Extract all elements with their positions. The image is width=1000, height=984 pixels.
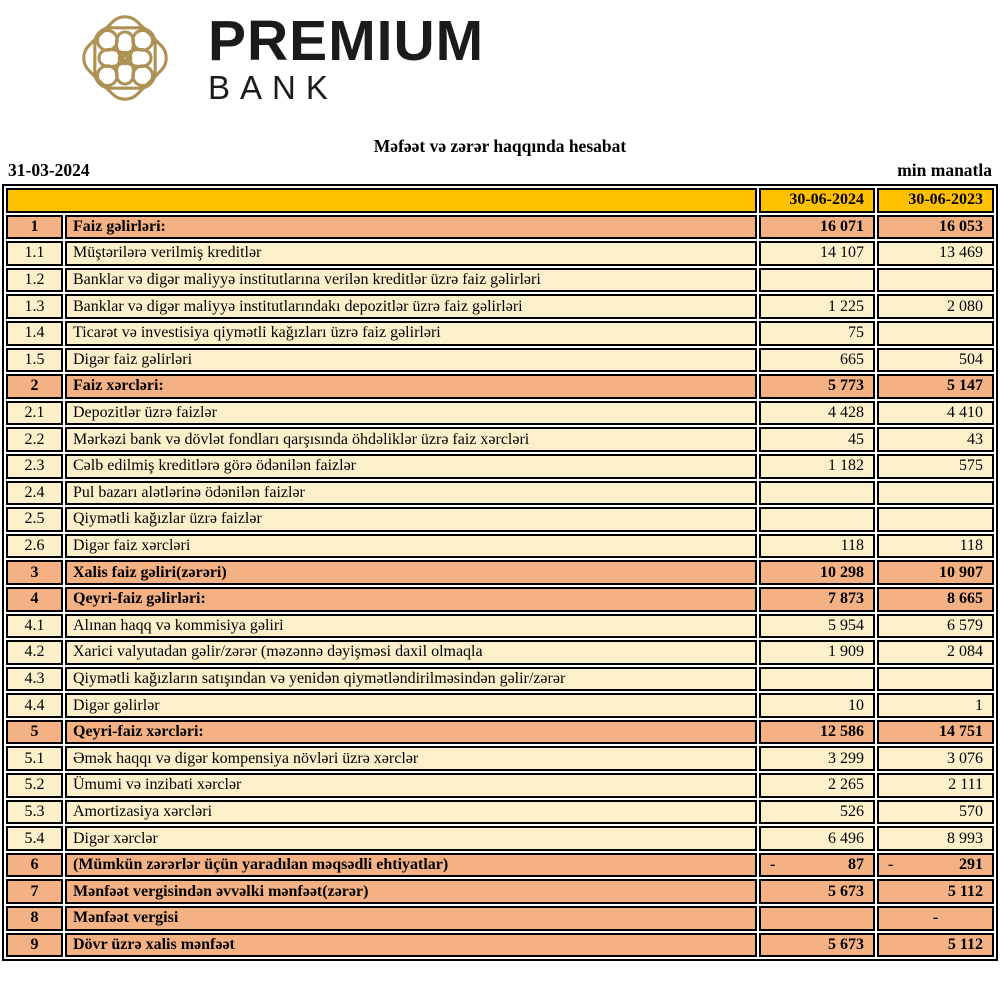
row-label: Xarici valyutadan gəlir/zərər (məzənnə dəyişməsi daxil olmaqla — [65, 640, 757, 665]
table-row — [6, 614, 994, 639]
row-label: Pul bazarı alətlərinə ödənilən faizlər — [65, 481, 757, 506]
value-2024: 10 298 — [759, 560, 875, 585]
col-header-2023: 30-06-2023 — [877, 188, 994, 213]
value-2023: - 291 — [877, 853, 994, 878]
value-2024 — [759, 906, 875, 931]
row-number: 1.1 — [6, 241, 63, 266]
row-label: Qiymətli kağızlar üzrə faizlər — [65, 507, 757, 532]
row-number: 1.3 — [6, 294, 63, 319]
value-2024: - 87 — [759, 853, 875, 878]
row-label: Mənfəət vergisindən əvvəlki mənfəət(zərər) — [65, 879, 757, 904]
unit-label: min manatla — [897, 160, 992, 180]
value-2023: 5 112 — [877, 879, 994, 904]
value-2023: 43 — [877, 427, 994, 452]
row-label: Banklar və digər maliyyə institutlarına verilən kreditlər üzrə faiz gəlirləri — [65, 268, 757, 293]
value-2023 — [877, 481, 994, 506]
value-2024: 12 586 — [759, 720, 875, 745]
value-2023: 118 — [877, 534, 994, 559]
income-statement-table — [2, 184, 998, 961]
table-body — [6, 215, 994, 958]
value-2023: 5 112 — [877, 933, 994, 958]
row-label: Mərkəzi bank və dövlət fondları qarşısında öhdəliklər üzrə faiz xərcləri — [65, 427, 757, 452]
table-row — [6, 321, 994, 346]
value-2023: 6 579 — [877, 614, 994, 639]
value-2024: 14 107 — [759, 241, 875, 266]
row-number: 2.2 — [6, 427, 63, 452]
row-label: Digər xərclər — [65, 826, 757, 851]
value-2023: 2 080 — [877, 294, 994, 319]
row-number: 1.2 — [6, 268, 63, 293]
value-2023: 1 — [877, 693, 994, 718]
table-row — [6, 481, 994, 506]
row-label: Digər faiz xərcləri — [65, 534, 757, 559]
value-2023: 13 469 — [877, 241, 994, 266]
table-row — [6, 401, 994, 426]
row-number: 2.1 — [6, 401, 63, 426]
value-2023: 8 993 — [877, 826, 994, 851]
row-number: 5 — [6, 720, 63, 745]
row-number: 4.4 — [6, 693, 63, 718]
value-2023: 16 053 — [877, 215, 994, 240]
value-2023: 4 410 — [877, 401, 994, 426]
table-row — [6, 587, 994, 612]
value-2024 — [759, 507, 875, 532]
value-2023: 2 084 — [877, 640, 994, 665]
row-number: 8 — [6, 906, 63, 931]
row-label: Qeyri-faiz gəlirləri: — [65, 587, 757, 612]
table-row — [6, 215, 994, 240]
table-row — [6, 773, 994, 798]
value-2024: 45 — [759, 427, 875, 452]
value-2024 — [759, 268, 875, 293]
table-row — [6, 800, 994, 825]
table-row — [6, 640, 994, 665]
brand-name-bank: BANK — [208, 69, 338, 106]
premium-bank-knot-icon — [62, 6, 188, 110]
value-2023: 3 076 — [877, 746, 994, 771]
table-row — [6, 507, 994, 532]
row-label: Cəlb edilmiş kreditlərə görə ödənilən faizlər — [65, 454, 757, 479]
value-2024: 4 428 — [759, 401, 875, 426]
row-number: 6 — [6, 853, 63, 878]
value-2024: 5 773 — [759, 374, 875, 399]
row-number: 4 — [6, 587, 63, 612]
row-label: Mənfəət vergisi — [65, 906, 757, 931]
value-2024: 5 673 — [759, 933, 875, 958]
value-2023 — [877, 321, 994, 346]
value-2024: 1 909 — [759, 640, 875, 665]
value-2023 — [877, 268, 994, 293]
table-row — [6, 241, 994, 266]
row-label: Amortizasiya xərcləri — [65, 800, 757, 825]
value-2023 — [877, 667, 994, 692]
table-row — [6, 826, 994, 851]
row-label: Qiymətli kağızların satışından və yenidən qiymətləndirilməsindən gəlir/zərər — [65, 667, 757, 692]
table-row — [6, 454, 994, 479]
row-number: 3 — [6, 560, 63, 585]
value-2024: 5 954 — [759, 614, 875, 639]
table-row — [6, 746, 994, 771]
row-number: 5.1 — [6, 746, 63, 771]
value-2024: 2 265 — [759, 773, 875, 798]
value-2024: 1 225 — [759, 294, 875, 319]
value-2024: 665 — [759, 348, 875, 373]
value-2024: 10 — [759, 693, 875, 718]
report-date: 31-03-2024 — [8, 160, 90, 180]
value-2024: 5 673 — [759, 879, 875, 904]
row-number: 4.1 — [6, 614, 63, 639]
table-row — [6, 853, 994, 878]
table-row — [6, 720, 994, 745]
row-number: 4.3 — [6, 667, 63, 692]
row-number: 1.4 — [6, 321, 63, 346]
table-row — [6, 879, 994, 904]
row-number: 4.2 — [6, 640, 63, 665]
table-header-row — [6, 188, 994, 213]
row-label: Depozitlər üzrə faizlər — [65, 401, 757, 426]
value-2024: 118 — [759, 534, 875, 559]
row-number: 5.4 — [6, 826, 63, 851]
report-title: Məfəət və zərər haqqında hesabat — [373, 136, 627, 156]
row-number: 9 — [6, 933, 63, 958]
row-label: Digər faiz gəlirləri — [65, 348, 757, 373]
table-row — [6, 374, 994, 399]
value-2023: 504 — [877, 348, 994, 373]
value-2023: 2 111 — [877, 773, 994, 798]
value-2024: 3 299 — [759, 746, 875, 771]
row-number: 2.5 — [6, 507, 63, 532]
row-number: 1 — [6, 215, 63, 240]
table-row — [6, 667, 994, 692]
brand-name-premium: PREMIUM — [208, 9, 485, 73]
table-row — [6, 294, 994, 319]
table-row — [6, 534, 994, 559]
table-row — [6, 268, 994, 293]
row-label: Dövr üzrə xalis mənfəət — [65, 933, 757, 958]
table-header — [6, 188, 994, 213]
table-row — [6, 906, 994, 931]
row-label: Alınan haqq və kommisiya gəliri — [65, 614, 757, 639]
value-2023: 5 147 — [877, 374, 994, 399]
row-number: 2.3 — [6, 454, 63, 479]
table-row — [6, 427, 994, 452]
value-2023: 570 — [877, 800, 994, 825]
table-row — [6, 560, 994, 585]
row-label: Faiz xərcləri: — [65, 374, 757, 399]
value-2024 — [759, 481, 875, 506]
value-2023 — [877, 507, 994, 532]
row-number: 2 — [6, 374, 63, 399]
row-number: 5.2 — [6, 773, 63, 798]
report-meta-row — [0, 160, 1000, 181]
table-row — [6, 348, 994, 373]
value-2024: 7 873 — [759, 587, 875, 612]
brand-header — [0, 0, 1000, 120]
row-label: Faiz gəlirləri: — [65, 215, 757, 240]
row-number: 5.3 — [6, 800, 63, 825]
row-label: Xalis faiz gəliri(zərəri) — [65, 560, 757, 585]
table-row — [6, 933, 994, 958]
row-label: (Mümkün zərərlər üçün yaradılan məqsədli ehtiyatlar) — [65, 853, 757, 878]
value-2024: 1 182 — [759, 454, 875, 479]
value-2023: 8 665 — [877, 587, 994, 612]
value-2023: 14 751 — [877, 720, 994, 745]
value-2023: 10 907 — [877, 560, 994, 585]
brand-wordmark — [208, 6, 484, 108]
row-label: Ticarət və investisiya qiymətli kağızları üzrə faiz gəlirləri — [65, 321, 757, 346]
row-label: Qeyri-faiz xərcləri: — [65, 720, 757, 745]
value-2024: 526 — [759, 800, 875, 825]
row-label: Banklar və digər maliyyə institutlarındakı depozitlər üzrə faiz gəlirləri — [65, 294, 757, 319]
header-spacer-cell — [6, 188, 757, 213]
row-label: Ümumi və inzibati xərclər — [65, 773, 757, 798]
col-header-2024: 30-06-2024 — [759, 188, 875, 213]
value-2024: 6 496 — [759, 826, 875, 851]
row-label: Əmək haqqı və digər kompensiya növləri üzrə xərclər — [65, 746, 757, 771]
row-number: 7 — [6, 879, 63, 904]
table-row — [6, 693, 994, 718]
row-number: 2.6 — [6, 534, 63, 559]
value-2023: - — [877, 906, 994, 931]
value-2024: 16 071 — [759, 215, 875, 240]
value-2024 — [759, 667, 875, 692]
row-label: Digər gəlirlər — [65, 693, 757, 718]
value-2024: 75 — [759, 321, 875, 346]
value-2023: 575 — [877, 454, 994, 479]
row-number: 2.4 — [6, 481, 63, 506]
row-number: 1.5 — [6, 348, 63, 373]
row-label: Müştərilərə verilmiş kreditlər — [65, 241, 757, 266]
